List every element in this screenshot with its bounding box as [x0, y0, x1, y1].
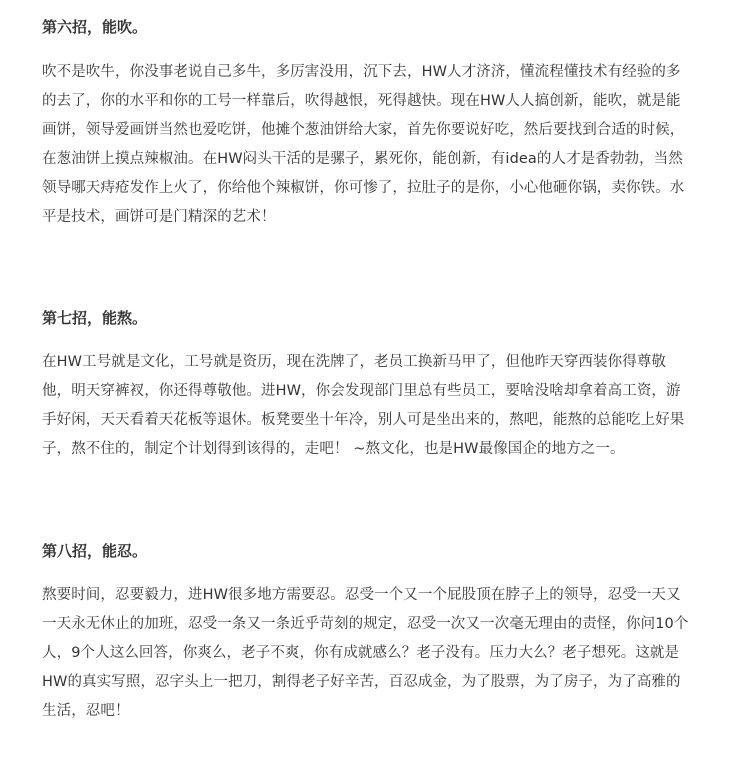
- section-tip-6: [42, 16, 689, 232]
- section-heading: 第八招，能忍。: [42, 542, 148, 560]
- section-heading: 第六招，能吹。: [42, 18, 148, 36]
- section-paragraph: 熬要时间，忍要毅力，进HW很多地方需要忍。忍受一个又一个屁股顶在脖子上的领导，忍受一天又一天永无休止的加班，忍受一条又一条近乎苛刻的规定，忍受一次又一次毫无理由的责怪，你问10个人，9个人这么回答，你爽么，老子不爽，你有成就感么？老子没有。压力大么？老子想死。这就是HW的真实写照，忍字头上一把刀，割得老子好辛苦，百忍成金，为了股票，为了房子，为了高雅的生活，忍吧！: [42, 587, 689, 719]
- section-paragraph: 在HW工号就是文化，工号就是资历，现在洗牌了，老员工换新马甲了，但他昨天穿西装你得尊敬他，明天穿裤衩，你还得尊敬他。进HW，你会发现部门里总有些员工，要啥没啥却拿着高工资，游手好闲，天天看着天花板等退休。板凳要坐十年冷，别人可是坐出来的，熬吧，能熬的总能吃上好果子，熬不住的，制定个计划得到该得的，走吧！ ~熬文化，也是HW最像国企的地方之一。: [42, 354, 685, 457]
- section-paragraph: 吹不是吹牛，你没事老说自己多牛，多厉害没用，沉下去，HW人才济济，懂流程懂技术有经验的多的去了，你的水平和你的工号一样靠后，吹得越恨，死得越快。现在HW人人搞创新，能吹，就是能画饼，领导爱画饼当然也爱吃饼，他摊个葱油饼给大家，首先你要说好吃，然后要找到合适的时候，在葱油饼上摸点辣椒油。在HW闷头干活的是骡子，累死你，能创新，有idea的人才是香勃勃，当然领导哪天痔疮发作上火了，你给他个辣椒饼，你可惨了，拉肚子的是你，小心他砸你锅，卖你铁。水平是技术，画饼可是门精深的艺术！: [42, 64, 685, 225]
- section-tip-7: [42, 307, 689, 464]
- section-heading: 第七招，能熬。: [42, 309, 148, 327]
- section-tip-8: [42, 540, 689, 726]
